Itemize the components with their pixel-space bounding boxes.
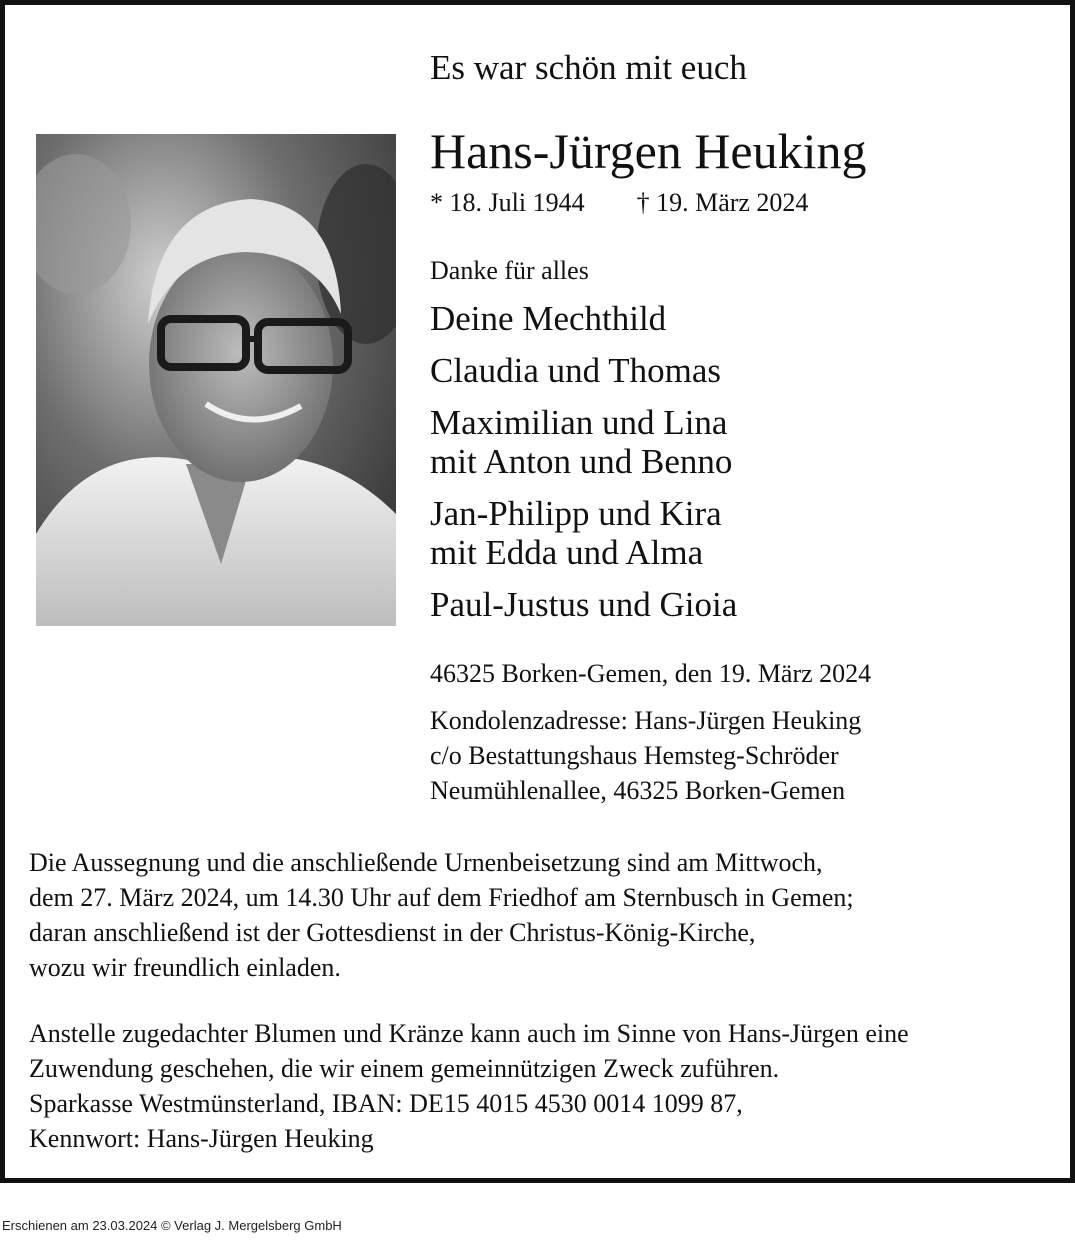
family-group <box>430 299 737 338</box>
condolence-line: Neumühlenallee, 46325 Borken-Gemen <box>430 776 846 805</box>
family-line: Deine Mechthild <box>430 299 667 338</box>
ceremony-line: wozu wir freundlich einladen. <box>29 953 341 982</box>
donation-paragraph <box>29 1016 909 1156</box>
family-group <box>430 494 737 572</box>
condolence-address <box>430 703 861 808</box>
thanks-line: Danke für alles <box>430 256 589 285</box>
ceremony-paragraph <box>29 845 854 985</box>
donation-line: Sparkasse Westmünsterland, IBAN: DE15 4015 4530 0014 1099 87, <box>29 1089 743 1118</box>
donation-line: Zuwendung geschehen, die wir einem gemeinnützigen Zweck zuführen. <box>29 1054 780 1083</box>
ceremony-line: dem 27. März 2024, um 14.30 Uhr auf dem Friedhof am Sternbusch in Gemen; <box>29 883 854 912</box>
death-date: † 19. März 2024 <box>636 188 809 217</box>
ceremony-line: Die Aussegnung und die anschließende Urnenbeisetzung sind am Mittwoch, <box>29 848 823 877</box>
portrait-image <box>36 134 396 626</box>
family-line: Claudia und Thomas <box>430 351 721 390</box>
donation-line: Anstelle zugedachter Blumen und Kränze kann auch im Sinne von Hans-Jürgen eine <box>29 1019 909 1048</box>
family-line: Maximilian und Lina <box>430 403 728 442</box>
ceremony-line: daran anschließend ist der Gottesdienst in der Christus-König-Kirche, <box>29 918 756 947</box>
donation-line: Kennwort: Hans-Jürgen Heuking <box>29 1124 374 1153</box>
family-group <box>430 351 737 390</box>
family-line: mit Anton und Benno <box>430 442 733 481</box>
birth-date: * 18. Juli 1944 <box>430 188 585 217</box>
family-list <box>430 299 737 637</box>
condolence-line: Kondolenzadresse: Hans-Jürgen Heuking <box>430 706 862 735</box>
family-group <box>430 585 737 624</box>
family-line: Jan-Philipp und Kira <box>430 494 722 533</box>
family-line: Paul-Justus und Gioia <box>430 585 738 624</box>
deceased-name: Hans-Jürgen Heuking <box>430 123 867 179</box>
family-group <box>430 403 737 481</box>
portrait-photo <box>36 134 396 626</box>
place-and-date: 46325 Borken-Gemen, den 19. März 2024 <box>430 659 872 688</box>
publication-footer: Erschienen am 23.03.2024 © Verlag J. Mergelsberg GmbH <box>2 1218 342 1233</box>
motto-heading: Es war schön mit euch <box>430 48 747 87</box>
family-line: mit Edda und Alma <box>430 533 704 572</box>
condolence-line: c/o Bestattungshaus Hemsteg-Schröder <box>430 741 839 770</box>
life-dates <box>430 188 808 218</box>
